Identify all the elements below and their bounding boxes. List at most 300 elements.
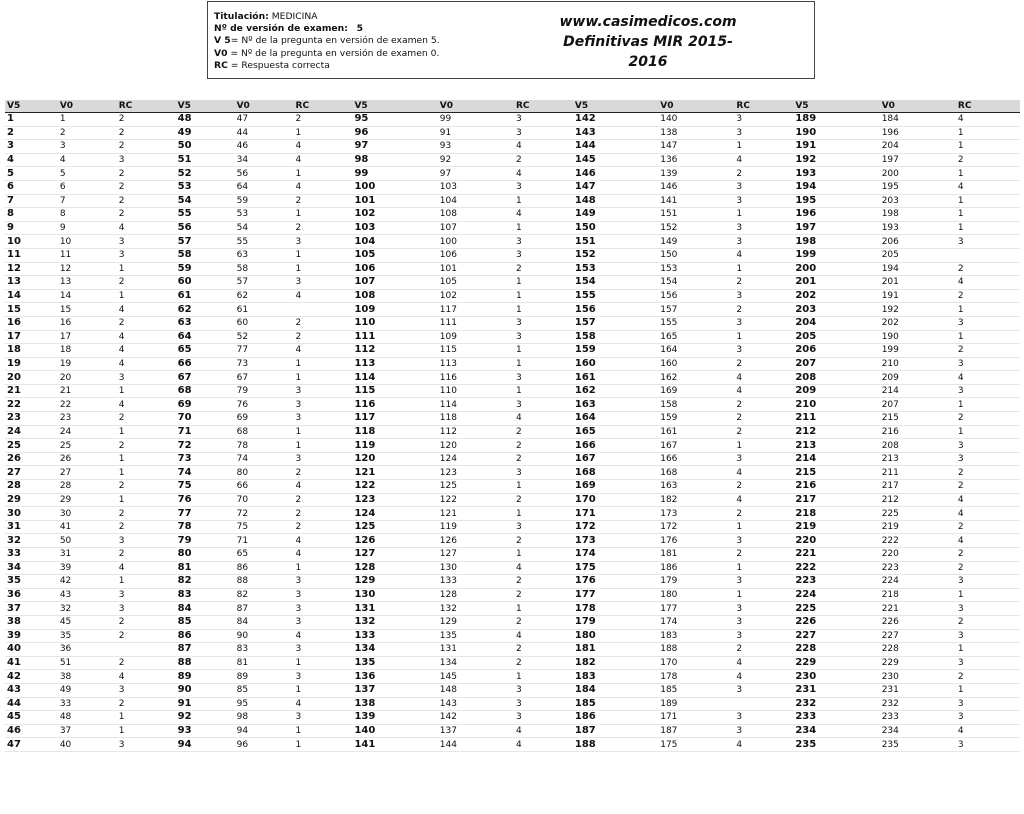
question-v0: 111 bbox=[438, 316, 514, 330]
correct-answer: 2 bbox=[956, 561, 1020, 575]
question-v5: 188 bbox=[573, 738, 658, 752]
question-v5: 201 bbox=[793, 276, 879, 290]
question-v0: 165 bbox=[658, 330, 734, 344]
question-v5: 212 bbox=[793, 425, 879, 439]
question-v5: 2 bbox=[5, 126, 58, 140]
question-v5: 41 bbox=[5, 656, 58, 670]
correct-answer: 1 bbox=[956, 683, 1020, 697]
question-v0: 93 bbox=[438, 140, 514, 154]
table-row bbox=[5, 303, 1020, 317]
correct-answer: 1 bbox=[294, 724, 353, 738]
question-v0: 71 bbox=[235, 534, 294, 548]
question-v5: 164 bbox=[573, 412, 658, 426]
column-header-v0: V0 bbox=[658, 100, 734, 113]
question-v0: 211 bbox=[880, 466, 956, 480]
question-v0: 132 bbox=[438, 602, 514, 616]
question-v5: 33 bbox=[5, 548, 58, 562]
question-v0: 136 bbox=[658, 153, 734, 167]
v0-legend-line bbox=[214, 48, 440, 60]
question-v0: 228 bbox=[880, 643, 956, 657]
table-row bbox=[5, 602, 1020, 616]
correct-answer: 3 bbox=[734, 235, 793, 249]
question-v5: 147 bbox=[573, 180, 658, 194]
correct-answer: 3 bbox=[117, 235, 176, 249]
correct-answer: 4 bbox=[294, 534, 353, 548]
question-v5: 219 bbox=[793, 520, 879, 534]
correct-answer: 2 bbox=[956, 344, 1020, 358]
correct-answer: 2 bbox=[514, 439, 573, 453]
table-row bbox=[5, 221, 1020, 235]
correct-answer: 3 bbox=[734, 113, 793, 127]
question-v5: 186 bbox=[573, 711, 658, 725]
correct-answer: 1 bbox=[117, 711, 176, 725]
question-v5: 38 bbox=[5, 615, 58, 629]
table-row bbox=[5, 194, 1020, 208]
question-v0: 99 bbox=[438, 113, 514, 127]
question-v0: 135 bbox=[438, 629, 514, 643]
correct-answer: 2 bbox=[734, 357, 793, 371]
question-v0: 151 bbox=[658, 208, 734, 222]
question-v5: 199 bbox=[793, 248, 879, 262]
question-v5: 141 bbox=[352, 738, 437, 752]
correct-answer: 3 bbox=[514, 520, 573, 534]
question-v5: 8 bbox=[5, 208, 58, 222]
question-v5: 166 bbox=[573, 439, 658, 453]
v0-legend-desc: = Nº de la pregunta en versión de examen 0. bbox=[230, 47, 440, 59]
question-v0: 4 bbox=[58, 153, 117, 167]
question-v0: 198 bbox=[880, 208, 956, 222]
question-v5: 122 bbox=[352, 480, 437, 494]
correct-answer: 2 bbox=[117, 412, 176, 426]
question-v5: 47 bbox=[5, 738, 58, 752]
question-v0: 46 bbox=[235, 140, 294, 154]
question-v5: 10 bbox=[5, 235, 58, 249]
question-v5: 179 bbox=[573, 615, 658, 629]
correct-answer: 1 bbox=[294, 248, 353, 262]
question-v0: 201 bbox=[880, 276, 956, 290]
column-header-v5: V5 bbox=[793, 100, 879, 113]
question-v5: 132 bbox=[352, 615, 437, 629]
question-v5: 11 bbox=[5, 248, 58, 262]
question-v0: 83 bbox=[235, 643, 294, 657]
correct-answer: 2 bbox=[117, 439, 176, 453]
correct-answer: 4 bbox=[117, 398, 176, 412]
question-v0: 32 bbox=[58, 602, 117, 616]
question-v5: 60 bbox=[176, 276, 235, 290]
question-v0: 42 bbox=[58, 575, 117, 589]
correct-answer: 1 bbox=[514, 602, 573, 616]
table-row bbox=[5, 357, 1020, 371]
question-v5: 105 bbox=[352, 248, 437, 262]
question-v5: 13 bbox=[5, 276, 58, 290]
correct-answer: 3 bbox=[117, 588, 176, 602]
question-v5: 217 bbox=[793, 493, 879, 507]
question-v0: 126 bbox=[438, 534, 514, 548]
question-v0: 50 bbox=[58, 534, 117, 548]
correct-answer: 1 bbox=[734, 330, 793, 344]
question-v0: 87 bbox=[235, 602, 294, 616]
correct-answer: 2 bbox=[956, 412, 1020, 426]
question-v0: 200 bbox=[880, 167, 956, 181]
question-v0: 219 bbox=[880, 520, 956, 534]
question-v0: 172 bbox=[658, 520, 734, 534]
question-v0: 117 bbox=[438, 303, 514, 317]
question-v5: 218 bbox=[793, 507, 879, 521]
correct-answer: 4 bbox=[294, 289, 353, 303]
question-v5: 161 bbox=[573, 371, 658, 385]
correct-answer: 2 bbox=[956, 262, 1020, 276]
table-row bbox=[5, 452, 1020, 466]
question-v5: 1 bbox=[5, 113, 58, 127]
question-v5: 155 bbox=[573, 289, 658, 303]
question-v5: 30 bbox=[5, 507, 58, 521]
question-v5: 26 bbox=[5, 452, 58, 466]
question-v5: 153 bbox=[573, 262, 658, 276]
question-v5: 29 bbox=[5, 493, 58, 507]
correct-answer: 1 bbox=[956, 126, 1020, 140]
table-row bbox=[5, 697, 1020, 711]
question-v0: 204 bbox=[880, 140, 956, 154]
correct-answer: 1 bbox=[117, 575, 176, 589]
correct-answer: 4 bbox=[117, 344, 176, 358]
question-v5: 78 bbox=[176, 520, 235, 534]
correct-answer: 3 bbox=[734, 194, 793, 208]
question-v0: 48 bbox=[58, 711, 117, 725]
question-v0: 176 bbox=[658, 534, 734, 548]
question-v0: 130 bbox=[438, 561, 514, 575]
question-v0: 213 bbox=[880, 452, 956, 466]
question-v5: 35 bbox=[5, 575, 58, 589]
correct-answer: 2 bbox=[514, 262, 573, 276]
question-v5: 229 bbox=[793, 656, 879, 670]
correct-answer: 1 bbox=[956, 303, 1020, 317]
question-v5: 108 bbox=[352, 289, 437, 303]
question-v0: 89 bbox=[235, 670, 294, 684]
correct-answer: 3 bbox=[117, 371, 176, 385]
table-row bbox=[5, 520, 1020, 534]
question-v5: 115 bbox=[352, 384, 437, 398]
question-v5: 145 bbox=[573, 153, 658, 167]
correct-answer: 3 bbox=[514, 248, 573, 262]
question-v5: 200 bbox=[793, 262, 879, 276]
question-v5: 79 bbox=[176, 534, 235, 548]
column-header-rc: RC bbox=[117, 100, 176, 113]
question-v0: 156 bbox=[658, 289, 734, 303]
question-v5: 95 bbox=[352, 113, 437, 127]
table-row bbox=[5, 507, 1020, 521]
correct-answer: 1 bbox=[734, 140, 793, 154]
question-v5: 59 bbox=[176, 262, 235, 276]
question-v0: 66 bbox=[235, 480, 294, 494]
question-v0: 15 bbox=[58, 303, 117, 317]
correct-answer: 3 bbox=[734, 534, 793, 548]
correct-answer: 3 bbox=[514, 330, 573, 344]
question-v5: 211 bbox=[793, 412, 879, 426]
correct-answer: 3 bbox=[734, 180, 793, 194]
correct-answer: 3 bbox=[956, 575, 1020, 589]
question-v0: 133 bbox=[438, 575, 514, 589]
correct-answer: 1 bbox=[294, 561, 353, 575]
rc-legend-desc: = Respuesta correcta bbox=[230, 59, 330, 71]
question-v5: 165 bbox=[573, 425, 658, 439]
correct-answer: 1 bbox=[294, 656, 353, 670]
correct-answer: 3 bbox=[514, 126, 573, 140]
question-v5: 204 bbox=[793, 316, 879, 330]
question-v0: 52 bbox=[235, 330, 294, 344]
question-v0: 35 bbox=[58, 629, 117, 643]
question-v5: 235 bbox=[793, 738, 879, 752]
correct-answer: 3 bbox=[514, 697, 573, 711]
question-v5: 51 bbox=[176, 153, 235, 167]
question-v5: 102 bbox=[352, 208, 437, 222]
question-v5: 129 bbox=[352, 575, 437, 589]
question-v5: 99 bbox=[352, 167, 437, 181]
question-v0: 164 bbox=[658, 344, 734, 358]
question-v5: 119 bbox=[352, 439, 437, 453]
question-v0: 199 bbox=[880, 344, 956, 358]
correct-answer: 4 bbox=[294, 180, 353, 194]
correct-answer: 1 bbox=[294, 262, 353, 276]
correct-answer: 2 bbox=[294, 316, 353, 330]
correct-answer: 4 bbox=[514, 167, 573, 181]
question-v5: 72 bbox=[176, 439, 235, 453]
correct-answer: 3 bbox=[294, 711, 353, 725]
question-v0: 144 bbox=[438, 738, 514, 752]
question-v0: 167 bbox=[658, 439, 734, 453]
question-v0: 56 bbox=[235, 167, 294, 181]
question-v0: 51 bbox=[58, 656, 117, 670]
question-v0: 86 bbox=[235, 561, 294, 575]
v5-legend-desc: = Nº de la pregunta en versión de examen 5. bbox=[230, 35, 440, 47]
v5-legend-line bbox=[214, 35, 440, 47]
question-v5: 76 bbox=[176, 493, 235, 507]
question-v5: 159 bbox=[573, 344, 658, 358]
correct-answer: 2 bbox=[117, 697, 176, 711]
correct-answer: 3 bbox=[956, 384, 1020, 398]
correct-answer: 4 bbox=[956, 534, 1020, 548]
correct-answer: 1 bbox=[294, 439, 353, 453]
table-row bbox=[5, 398, 1020, 412]
table-header-row bbox=[5, 100, 1020, 113]
question-v5: 138 bbox=[352, 697, 437, 711]
question-v0: 196 bbox=[880, 126, 956, 140]
question-v0: 123 bbox=[438, 466, 514, 480]
correct-answer: 1 bbox=[514, 357, 573, 371]
correct-answer: 1 bbox=[956, 398, 1020, 412]
question-v5: 233 bbox=[793, 711, 879, 725]
question-v0: 143 bbox=[438, 697, 514, 711]
question-v5: 174 bbox=[573, 548, 658, 562]
correct-answer: 1 bbox=[956, 140, 1020, 154]
question-v0: 108 bbox=[438, 208, 514, 222]
table-row bbox=[5, 480, 1020, 494]
correct-answer: 2 bbox=[294, 507, 353, 521]
question-v0: 227 bbox=[880, 629, 956, 643]
correct-answer: 3 bbox=[734, 126, 793, 140]
question-v0: 182 bbox=[658, 493, 734, 507]
question-v5: 98 bbox=[352, 153, 437, 167]
question-v0: 104 bbox=[438, 194, 514, 208]
correct-answer: 2 bbox=[117, 276, 176, 290]
question-v0: 218 bbox=[880, 588, 956, 602]
column-header-v5: V5 bbox=[352, 100, 437, 113]
correct-answer: 4 bbox=[514, 629, 573, 643]
table-row bbox=[5, 316, 1020, 330]
correct-answer: 2 bbox=[294, 466, 353, 480]
question-v0: 187 bbox=[658, 724, 734, 738]
correct-answer: 2 bbox=[117, 615, 176, 629]
question-v5: 31 bbox=[5, 520, 58, 534]
question-v5: 156 bbox=[573, 303, 658, 317]
question-v5: 7 bbox=[5, 194, 58, 208]
correct-answer: 2 bbox=[117, 507, 176, 521]
correct-answer: 4 bbox=[294, 344, 353, 358]
question-v5: 207 bbox=[793, 357, 879, 371]
question-v5: 203 bbox=[793, 303, 879, 317]
correct-answer: 2 bbox=[956, 153, 1020, 167]
question-v5: 49 bbox=[176, 126, 235, 140]
question-v0: 128 bbox=[438, 588, 514, 602]
question-v0: 55 bbox=[235, 235, 294, 249]
column-header-rc: RC bbox=[734, 100, 793, 113]
question-v0: 162 bbox=[658, 371, 734, 385]
question-v0: 220 bbox=[880, 548, 956, 562]
correct-answer: 4 bbox=[294, 153, 353, 167]
question-v5: 69 bbox=[176, 398, 235, 412]
correct-answer: 2 bbox=[514, 153, 573, 167]
table-row bbox=[5, 248, 1020, 262]
question-v0: 97 bbox=[438, 167, 514, 181]
correct-answer: 3 bbox=[514, 711, 573, 725]
question-v5: 20 bbox=[5, 371, 58, 385]
question-v5: 5 bbox=[5, 167, 58, 181]
question-v0: 72 bbox=[235, 507, 294, 521]
correct-answer: 3 bbox=[294, 670, 353, 684]
v5-legend-label: V 5 bbox=[214, 35, 231, 47]
correct-answer: 2 bbox=[734, 480, 793, 494]
question-v0: 37 bbox=[58, 724, 117, 738]
question-v5: 87 bbox=[176, 643, 235, 657]
correct-answer: 1 bbox=[956, 588, 1020, 602]
question-v0: 214 bbox=[880, 384, 956, 398]
question-v0: 16 bbox=[58, 316, 117, 330]
question-v0: 88 bbox=[235, 575, 294, 589]
titulacion-value: MEDICINA bbox=[271, 11, 318, 22]
question-v0: 159 bbox=[658, 412, 734, 426]
table-row bbox=[5, 330, 1020, 344]
correct-answer: 3 bbox=[514, 316, 573, 330]
question-v5: 116 bbox=[352, 398, 437, 412]
question-v0: 115 bbox=[438, 344, 514, 358]
question-v5: 171 bbox=[573, 507, 658, 521]
correct-answer: 4 bbox=[117, 303, 176, 317]
question-v0: 137 bbox=[438, 724, 514, 738]
question-v0: 203 bbox=[880, 194, 956, 208]
question-v0: 76 bbox=[235, 398, 294, 412]
question-v5: 228 bbox=[793, 643, 879, 657]
question-v0: 129 bbox=[438, 615, 514, 629]
question-v0: 91 bbox=[438, 126, 514, 140]
correct-answer: 1 bbox=[734, 520, 793, 534]
question-v0: 209 bbox=[880, 371, 956, 385]
exam-info-box bbox=[207, 1, 815, 79]
correct-answer: 4 bbox=[956, 371, 1020, 385]
question-v5: 112 bbox=[352, 344, 437, 358]
correct-answer: 2 bbox=[117, 126, 176, 140]
question-v5: 173 bbox=[573, 534, 658, 548]
correct-answer: 1 bbox=[294, 126, 353, 140]
correct-answer: 1 bbox=[734, 439, 793, 453]
correct-answer: 2 bbox=[117, 140, 176, 154]
question-v5: 77 bbox=[176, 507, 235, 521]
site-subtitle: Definitivas MIR 2015-2016 bbox=[563, 34, 733, 70]
correct-answer: 2 bbox=[117, 113, 176, 127]
question-v0: 59 bbox=[235, 194, 294, 208]
correct-answer: 3 bbox=[117, 153, 176, 167]
table-row bbox=[5, 276, 1020, 290]
correct-answer: 3 bbox=[294, 452, 353, 466]
question-v0: 49 bbox=[58, 683, 117, 697]
question-v0: 195 bbox=[880, 180, 956, 194]
table-row bbox=[5, 153, 1020, 167]
question-v5: 184 bbox=[573, 683, 658, 697]
question-v5: 210 bbox=[793, 398, 879, 412]
question-v0: 20 bbox=[58, 371, 117, 385]
column-header-v5: V5 bbox=[176, 100, 235, 113]
question-v0: 152 bbox=[658, 221, 734, 235]
correct-answer: 1 bbox=[294, 425, 353, 439]
question-v0: 107 bbox=[438, 221, 514, 235]
question-v5: 169 bbox=[573, 480, 658, 494]
correct-answer: 3 bbox=[294, 588, 353, 602]
correct-answer: 2 bbox=[294, 221, 353, 235]
question-v0: 78 bbox=[235, 439, 294, 453]
table-row bbox=[5, 126, 1020, 140]
table-row bbox=[5, 615, 1020, 629]
table-row bbox=[5, 262, 1020, 276]
question-v0: 8 bbox=[58, 208, 117, 222]
question-v0: 134 bbox=[438, 656, 514, 670]
correct-answer: 1 bbox=[514, 221, 573, 235]
correct-answer: 1 bbox=[294, 371, 353, 385]
question-v5: 82 bbox=[176, 575, 235, 589]
column-header-rc: RC bbox=[294, 100, 353, 113]
question-v0: 44 bbox=[235, 126, 294, 140]
correct-answer: 1 bbox=[514, 289, 573, 303]
question-v0: 223 bbox=[880, 561, 956, 575]
question-v5: 130 bbox=[352, 588, 437, 602]
correct-answer: 4 bbox=[294, 548, 353, 562]
correct-answer: 3 bbox=[956, 602, 1020, 616]
correct-answer: 1 bbox=[294, 357, 353, 371]
question-v5: 54 bbox=[176, 194, 235, 208]
question-v5: 19 bbox=[5, 357, 58, 371]
question-v0: 146 bbox=[658, 180, 734, 194]
question-v0: 157 bbox=[658, 303, 734, 317]
question-v5: 224 bbox=[793, 588, 879, 602]
question-v0: 109 bbox=[438, 330, 514, 344]
question-v5: 91 bbox=[176, 697, 235, 711]
version-line bbox=[214, 23, 440, 35]
column-header-v0: V0 bbox=[438, 100, 514, 113]
correct-answer: 4 bbox=[294, 140, 353, 154]
question-v0: 230 bbox=[880, 670, 956, 684]
correct-answer: 3 bbox=[734, 711, 793, 725]
correct-answer: 1 bbox=[117, 262, 176, 276]
correct-answer: 3 bbox=[734, 615, 793, 629]
question-v5: 22 bbox=[5, 398, 58, 412]
correct-answer: 2 bbox=[956, 548, 1020, 562]
